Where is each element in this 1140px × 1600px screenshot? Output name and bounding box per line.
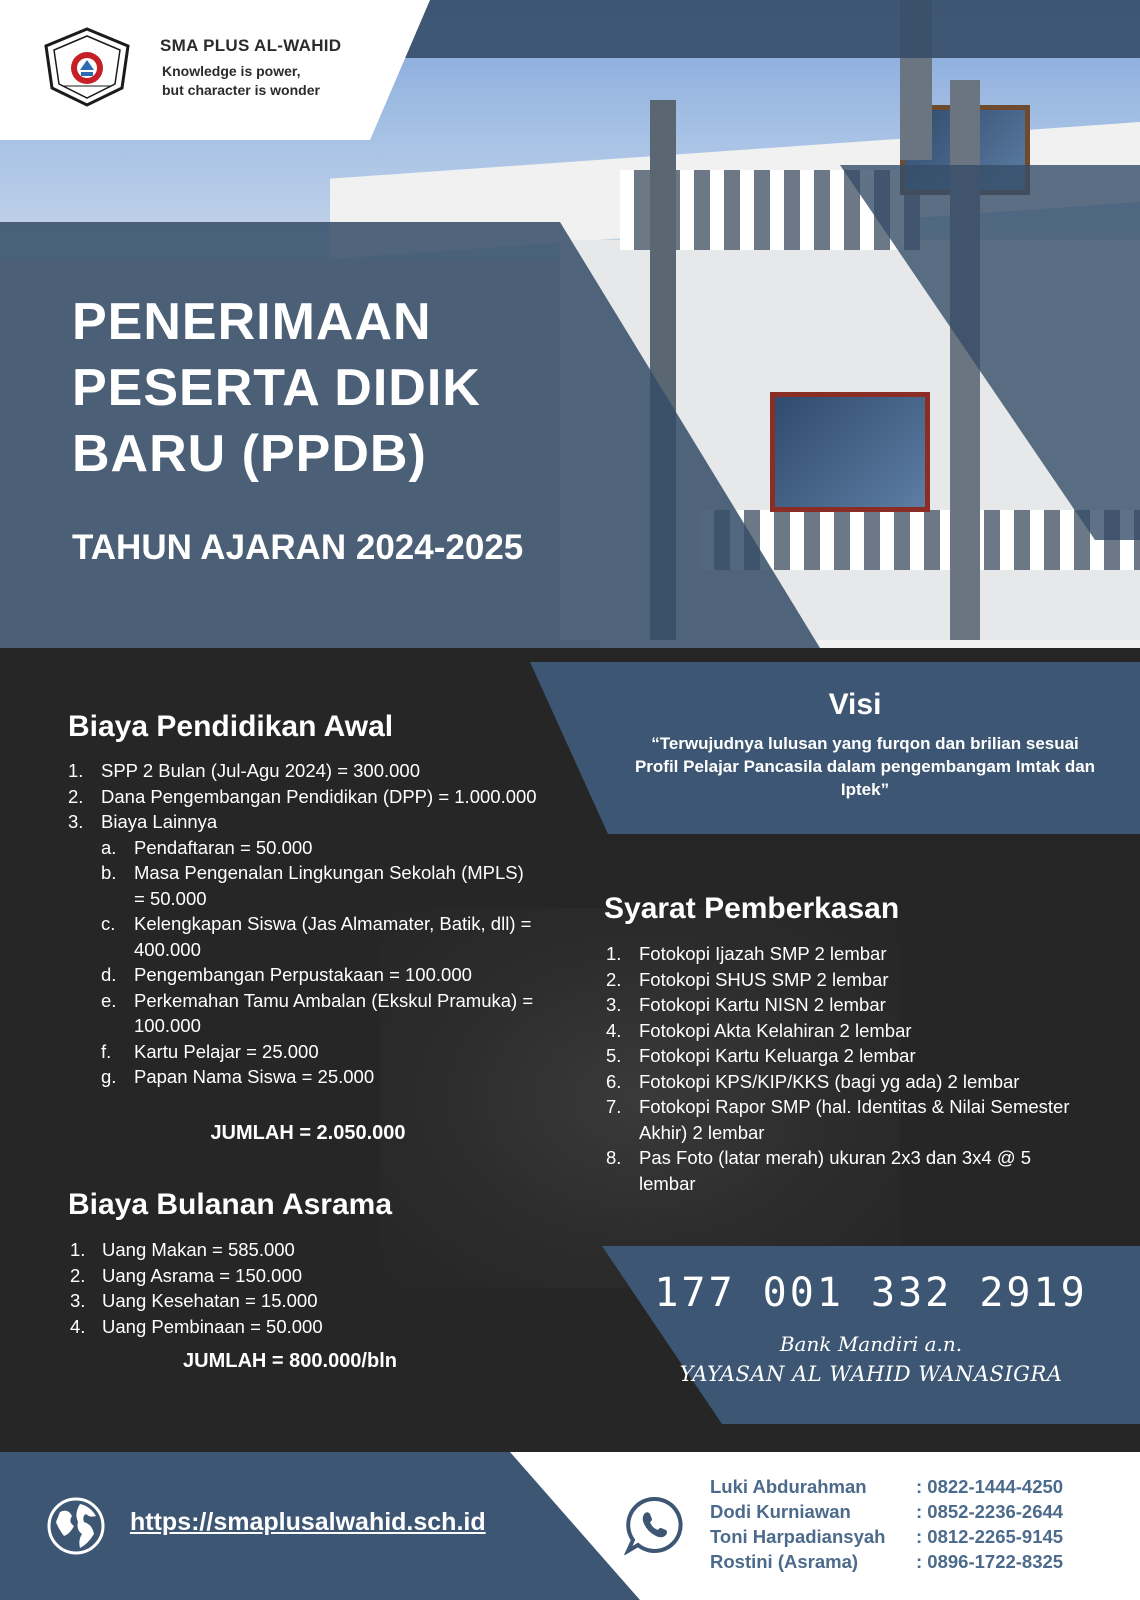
item-number: 1.	[606, 943, 622, 964]
item-text: Pengembangan Perpustakaan = 100.000	[134, 964, 472, 985]
item-number: 5.	[606, 1045, 622, 1066]
contact-name: Rostini (Asrama)	[710, 1551, 859, 1572]
item-text: SPP 2 Bulan (Jul-Agu 2024) = 300.000	[101, 760, 421, 781]
item-text: Fotokopi SHUS SMP 2 lembar	[639, 968, 889, 990]
item-number: 1.	[68, 760, 84, 781]
list-item	[606, 1043, 1086, 1069]
item-text: Fotokopi Rapor SMP (hal. Identitas & Nilai Semester Akhir) 2 lembar	[639, 1096, 1070, 1143]
school-motto-line2: but character is wonder	[162, 82, 320, 98]
school-motto-line1: Knowledge is power,	[162, 63, 301, 79]
academic-year: TAHUN AJARAN 2024-2025	[72, 528, 524, 567]
list-item	[70, 1288, 470, 1314]
item-text: Fotokopi Kartu Keluarga 2 lembar	[639, 1045, 916, 1066]
biaya-lainnya-sublist	[68, 835, 538, 1090]
contact-phone: : 0852-2236-2644	[916, 1501, 1064, 1522]
biaya-asrama-heading: Biaya Bulanan Asrama	[68, 1188, 393, 1221]
list-item	[606, 992, 1086, 1018]
hero-title-line2: PESERTA DIDIK	[72, 359, 481, 417]
item-letter: b.	[101, 862, 117, 883]
item-number: 1.	[70, 1239, 86, 1260]
item-text: Fotokopi KPS/KIP/KKS (bagi yg ada) 2 lembar	[639, 1070, 1020, 1092]
list-item	[101, 911, 538, 962]
syarat-list	[606, 941, 1086, 1196]
item-text: Dana Pengembangan Pendidikan (DPP) = 1.000.000	[101, 785, 537, 807]
item-text: Kartu Pelajar = 25.000	[134, 1040, 319, 1062]
item-text: Kelengkapan Siswa (Jas Almamater, Batik, dll) = 400.000	[134, 913, 532, 960]
list-item	[70, 1263, 470, 1289]
item-number: 3.	[70, 1290, 86, 1311]
item-text: Fotokopi Kartu NISN 2 lembar	[639, 994, 886, 1015]
bank-name: Bank Mandiri a.n.	[779, 1332, 963, 1356]
item-number: 8.	[606, 1147, 622, 1168]
contact-phone: : 0896-1722-8325	[916, 1551, 1064, 1572]
item-letter: e.	[101, 989, 117, 1011]
item-number: 3.	[68, 811, 84, 832]
item-text: Pas Foto (latar merah) ukuran 2x3 dan 3x4 @ 5 lembar	[639, 1147, 1032, 1194]
biaya-awal-total: JUMLAH = 2.050.000	[210, 1122, 406, 1144]
item-number: 3.	[606, 994, 622, 1015]
hero-banner	[0, 0, 1140, 648]
item-number: 6.	[606, 1070, 622, 1092]
list-item	[606, 1018, 1086, 1044]
contact-row	[710, 1524, 1063, 1549]
item-text: Uang Pembinaan = 50.000	[102, 1315, 323, 1337]
list-item	[101, 860, 538, 911]
list-item	[68, 784, 538, 810]
list-item	[101, 835, 538, 861]
item-text: Masa Pengenalan Lingkungan Sekolah (MPLS) = 50.000	[134, 862, 524, 909]
biaya-awal-heading: Biaya Pendidikan Awal	[68, 710, 394, 743]
item-text: Papan Nama Siswa = 25.000	[134, 1066, 375, 1087]
list-item	[68, 758, 538, 784]
item-number: 7.	[606, 1096, 622, 1117]
list-item	[101, 962, 538, 988]
item-letter: f.	[101, 1040, 112, 1062]
globe-icon	[46, 1496, 106, 1556]
list-item	[70, 1237, 470, 1263]
school-name: SMA PLUS AL-WAHID	[160, 36, 342, 55]
item-text: Biaya Lainnya	[101, 811, 218, 832]
account-holder: YAYASAN AL WAHID WANASIGRA	[679, 1362, 1063, 1386]
item-letter: g.	[101, 1066, 117, 1087]
biaya-asrama-list	[70, 1237, 470, 1339]
contact-row	[710, 1474, 1063, 1499]
item-text: Pendaftaran = 50.000	[134, 836, 313, 858]
item-text: Perkemahan Tamu Ambalan (Ekskul Pramuka) = 100.000	[134, 989, 534, 1036]
bank-account-number: 177 001 332 2919	[654, 1270, 1088, 1316]
item-number: 4.	[70, 1315, 86, 1337]
item-number: 4.	[606, 1019, 622, 1041]
item-text: Uang Makan = 585.000	[102, 1239, 295, 1260]
biaya-asrama-total: JUMLAH = 800.000/bln	[183, 1350, 397, 1372]
item-letter: d.	[101, 964, 117, 985]
list-item	[606, 1069, 1086, 1095]
list-item	[101, 988, 538, 1039]
syarat-heading: Syarat Pemberkasan	[604, 892, 900, 925]
list-item	[70, 1314, 470, 1340]
biaya-awal-list	[68, 758, 538, 1090]
item-number: 2.	[606, 968, 622, 990]
list-item	[606, 967, 1086, 993]
item-letter: a.	[101, 836, 117, 858]
list-item	[101, 1039, 538, 1065]
item-number: 2.	[68, 785, 84, 807]
hero-title-line3: BARU (PPDB)	[72, 425, 427, 483]
contact-row	[710, 1549, 1063, 1574]
list-item	[606, 941, 1086, 967]
hero-title-line1: PENERIMAAN	[72, 293, 432, 351]
contact-name: Luki Abdurahman	[710, 1476, 867, 1497]
contact-name: Toni Harpadiansyah	[710, 1526, 886, 1547]
item-text: Fotokopi Ijazah SMP 2 lembar	[639, 943, 887, 964]
item-text: Fotokopi Akta Kelahiran 2 lembar	[639, 1019, 912, 1041]
whatsapp-icon	[624, 1495, 684, 1555]
list-item	[606, 1094, 1086, 1145]
website-link[interactable]: https://smaplusalwahid.sch.id	[130, 1508, 486, 1536]
list-item	[606, 1145, 1086, 1196]
school-logo	[42, 26, 132, 108]
contact-phone: : 0812-2265-9145	[916, 1526, 1064, 1547]
item-text: Uang Kesehatan = 15.000	[102, 1290, 318, 1311]
visi-text: “Terwujudnya lulusan yang furqon dan brilian sesuai Profil Pelajar Pancasila dalam pengembangam Imtak dan Iptek”	[634, 734, 1096, 799]
item-number: 2.	[70, 1264, 86, 1286]
contact-list	[710, 1474, 1063, 1574]
contact-row	[710, 1499, 1063, 1524]
list-item	[101, 1064, 538, 1090]
list-item	[68, 809, 538, 835]
visi-heading: Visi	[828, 688, 882, 721]
item-text: Uang Asrama = 150.000	[102, 1264, 303, 1286]
item-letter: c.	[101, 913, 116, 934]
contact-name: Dodi Kurniawan	[710, 1501, 851, 1522]
contact-phone: : 0822-1444-4250	[916, 1476, 1064, 1497]
